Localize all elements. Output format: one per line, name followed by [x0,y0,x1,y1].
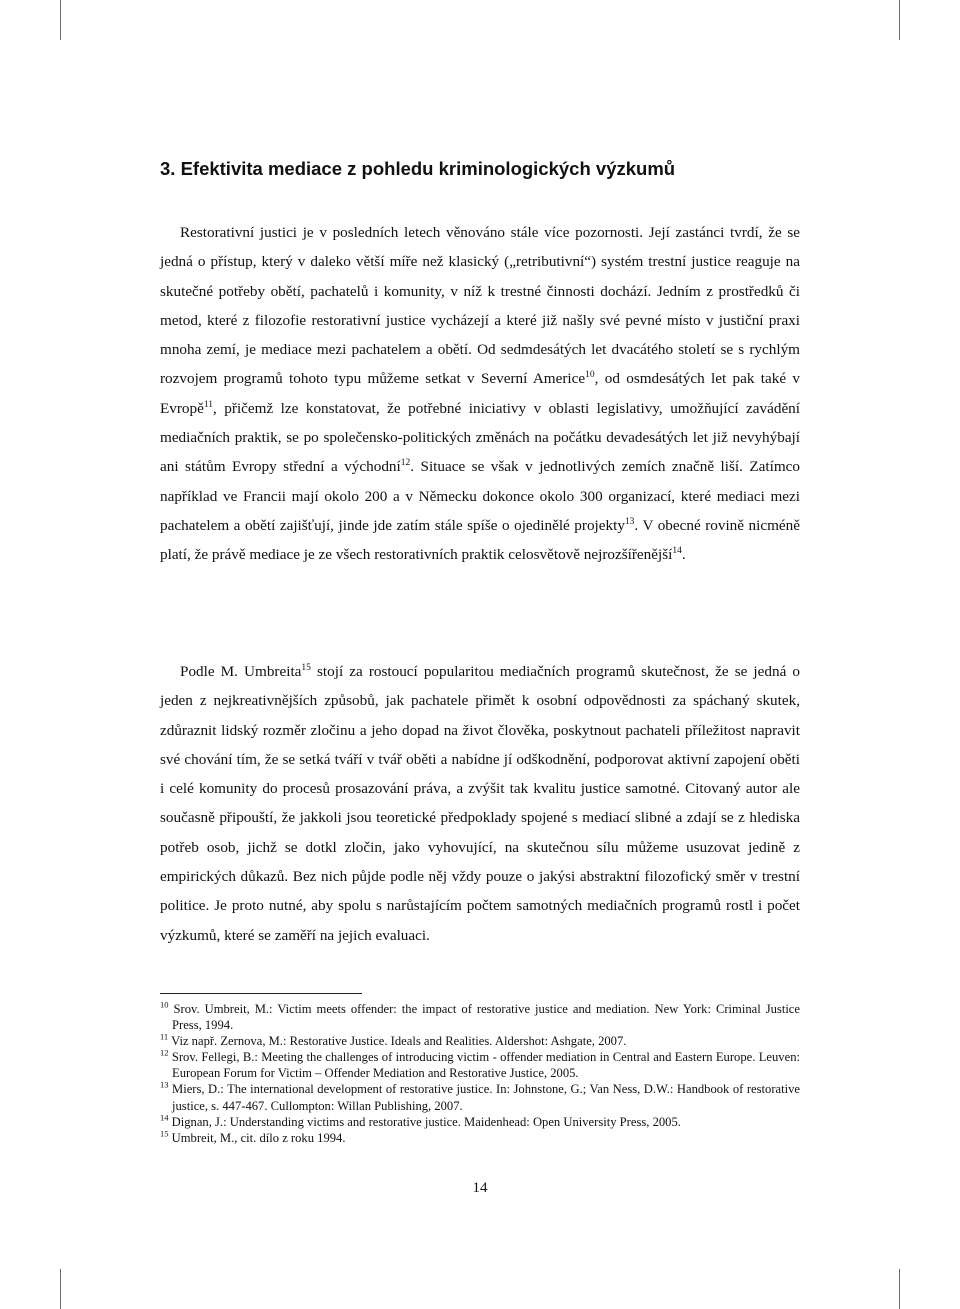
text-run: , od osmdesátých let pak také v Evropě [160,370,800,417]
footnote-number: 14 [160,1112,169,1123]
footnote-ref-15: 15 [301,662,311,673]
paragraph-1 [160,218,800,570]
page-number: 14 [472,1180,488,1196]
footnote-14 [160,1114,800,1130]
text-run: . V obecné rovině nicméně platí, že právě mediace je ze všech restorativních praktik celosvětově nejrozšířenější [160,516,800,564]
footnote-12 [160,1049,800,1081]
footnote-number: 10 [160,999,169,1010]
footnote-13 [160,1081,800,1113]
crop-mark-bottom-right [899,1269,900,1309]
footnote-10 [160,1001,800,1033]
footnote-text: Srov. Fellegi, B.: Meeting the challenges of introducing victim - offender mediation in Central and Eastern Europe. Leuven: European Forum for Victim – Offender Mediation and Restorative Justice, 2005. [171,1050,800,1081]
footnote-number: 13 [160,1079,169,1090]
text-run: Podle M. Umbreita [180,663,302,680]
footnote-number: 12 [160,1047,169,1058]
crop-mark-top-left [60,0,61,40]
footnote-11 [160,1033,800,1049]
footnote-text: Umbreit, M., cit. dílo z roku 1994. [171,1130,346,1145]
text-run: . [681,546,686,564]
text-run: . Situace se však v jednotlivých zemích značně liší. Zatímco například ve Francii mají okolo 200 a v Německu dokonce okolo 300 organizací, které mediaci mezi pachatelem a obětí zajišťují, jinde jde zatím stále spíše o ojedinělé projekty [160,458,800,534]
footnote-text: Dignan, J.: Understanding victims and restorative justice. Maidenhead: Open University Press, 2005. [171,1114,681,1129]
footnotes-list [160,1001,800,1146]
footnote-ref-13: 13 [624,516,635,527]
footnote-number: 15 [160,1128,169,1139]
footnote-ref-10: 10 [585,370,595,381]
footnote-number: 11 [160,1031,169,1042]
footnote-ref-11: 11 [203,399,214,410]
footnote-text: Srov. Umbreit, M.: Victim meets offender: the impact of restorative justice and mediation. New York: Criminal Justice Press, 1994. [172,1002,800,1033]
paragraph-2 [160,657,800,950]
text-run: , přičemž lze konstatovat, že potřebné iniciativy v oblasti legislativy, umožňující zavádění mediačních praktik, se po společensko-politických změnách na počátku devadesátých let již nevyhýbají ani státům Evropy střední a východní [160,399,800,476]
footnote-ref-14: 14 [672,546,682,557]
footnote-ref-12: 12 [400,458,411,469]
text-run: Restorativní justici je v posledních letech věnováno stále více pozornosti. Její zastánci tvrdí, že se jedná o přístup, který v daleko větší míře než klasický („retributivní“) systém trestní justice reaguje na skutečné potřeby obětí, pachatelů i komunity, v níž k trestné činnosti dochází. Jedním z prostředků či metod, které z filozofie restorativní justice vycházejí a které již našly své pevné místo v justiční praxi mnoha zemí, je mediace mezi pachatelem a obětí. Od sedmdesátých let dvacátého století se s rychlým rozvojem programů tohoto typu můžeme setkat v Severní Americe [160,224,800,388]
text-run: stojí za rostoucí popularitou mediačních programů skutečnost, že se jedná o jeden z nejkreativnějších způsobů, jak pachatele přimět k osobní odpovědnosti za spáchaný skutek, zdůraznit lidský rozměr zločinu a jeho dopad na život člověka, poskytnout pachateli příležitost napravit své chování tím, že se setká tváří v tvář oběti a nabídne jí odškodnění, podporovat aktivní zapojení oběti i celé komunity do procesů prosazování práva, a zvýšit tak kvalitu justice samotné. Citovaný autor ale současně připouští, že jakkoli jsou teoretické předpoklady spojené s mediací slibné a zdají se z hlediska potřeb osob, jichž se dotkl zločin, jako vyhovující, na skutečnou sílu můžeme usuzovat jedině z empirických důkazů. Bez nich půjde podle něj vždy pouze o jakýsi abstraktní filozofický směr v trestní politice. Je proto nutné, aby spolu s narůstajícím počtem samotných mediačních programů rostl i počet výzkumů, které se zaměří na jejich evaluaci. [160,663,800,944]
footnote-separator [160,993,362,994]
footnote-15 [160,1130,800,1146]
crop-mark-top-right [899,0,900,40]
footnote-text: Viz např. Zernova, M.: Restorative Justice. Ideals and Realities. Aldershot: Ashgate, 2007. [171,1034,627,1049]
crop-mark-bottom-left [60,1269,61,1309]
footnote-text: Miers, D.: The international development of restorative justice. In: Johnstone, G.; Van Ness, D.W.: Handbook of restorative justice, s. 447-467. Cullompton: Willan Publishing, 2007. [172,1082,801,1113]
section-heading: 3. Efektivita mediace z pohledu kriminologických výzkumů [160,158,676,179]
